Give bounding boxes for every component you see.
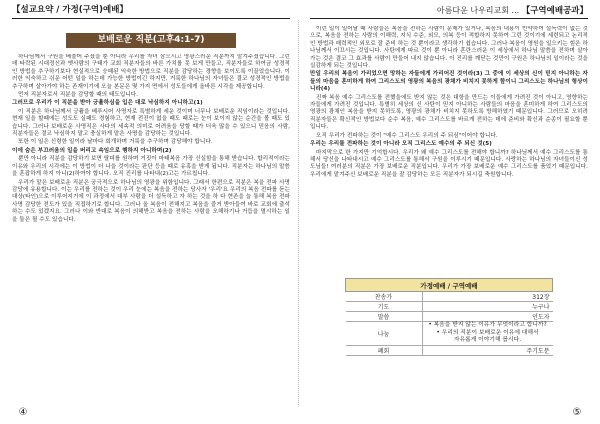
scripture-quote: 그러므로 우리가 이 직분을 받아 긍휼하심을 입은 대로 낙심하지 아니하고(1) — [12, 100, 203, 107]
paragraph: 진짜 복음 예수 그리스도를 전했을에도 받지 않는 것은 대항을 만드는 이들에게 가려진 것이 아니고, 영향하는 자들에게 가려진 것입니다. 특별히 세상의 신 사탄이 믿지 아니하는 사람들의 마음을 혼미하게 하여 그리스도의 영광의 광채인 복음을 받지 못하도록, 영광의 광채가 비치지 못하도록 방해하였기 때문입니다. 그러므로 오히려 직분자들은 확신적인 방법보다 순수 복음, 예수 그리스도를 바르게 전하는 데에 준비와 확신과 순종이 필요할 뿐입니다. — [310, 94, 588, 131]
left-header: 【설교요약 / 가정(구역)예배】 — [12, 5, 290, 19]
worship-table-header: 가정예배 / 구역예배 — [346, 279, 553, 292]
paragraph: 뿐만 아니라 직분을 감당하기 보면 탈피를 원하며 거짓이 마태복음 가장 신실함을 통해 받습니다. 합리적이라는 이유와 우리의 시각에는 이 방법이 더 나을 것이라는 판단 등을 때로 유혹을 받게 됩니다. 직분자는 하나님의 말씀을 혼잡하게 하지 아니(2)하여야 합니다. 오직 진리를 나타내(2)고는 가르칩니다. — [12, 156, 290, 178]
worship-step-value: 312장 — [422, 292, 553, 302]
worship-step-value — [422, 322, 553, 346]
scripture-quote: 이에 숨은 부끄러움의 일을 버리고 속임으로 행하지 아니하며(2) — [12, 147, 172, 154]
right-body — [310, 26, 588, 179]
paragraph: 마지막으로 한 가지만 기억합시다. 우리가 왜 예수 그리스도를 전해야 합니까? 하나님께서 예수 그리스도를 통해서 당신을 나타내시고 예수 그리스도를 통해서 구원을 이루시기 때문입니다. 사랑하는 하나님의 자녀들이신 성도님들! 여러분의 직분은 가장 보배로운 직분입니다. 우리가 가장 보배로운 예수 그리스도를 품었기 때문입니다. 우리에게 맡겨주신 보배로운 직분을 잘 감당하는 모든 직분자가 되시길 축원합니다. — [310, 149, 588, 178]
right-header-title: 【구역예배공과】 — [521, 6, 588, 16]
right-header-prefix: 아름다운 나우리교회 ... — [436, 6, 520, 15]
scripture-quote: 만일 우리의 복음이 가리었으면 망하는 자들에게 가리어진 것이라(3) 그 중에 이 세상의 신이 믿지 아니하는 자들의 마음을 혼미하게 하여 그리스도의 영광의 복음의 광채가 비치지 못하게 함이니 그리스도는 하나님의 형상이니라(4) — [310, 71, 588, 93]
worship-step-value: 누구나 — [422, 302, 553, 312]
paragraph: 하나님께서 구원을 베풀어 주셨을 뿐 아니라 우리를 자녀 삼으시고 영광스러운 직분까지 맡겨주셨습니다. 그런데 타락된 시대정신과 옛사람의 구태가 교회 직분자들의 바른 가치를 못 보게 만들고, 직분자들로 하여금 성경적인 방법을 추구하기보다 현실적으로 승패된 익숙한 방법으로 직분을 감당하는 경향을 보이도록 이끌었습니다. 이러한 익숙하고 쉬운 어떤 일을 하는데 가능한 방법이긴 하지만, 거룩한 하나님의 자녀들은 결코 성경적인 방법을 추구하며 살아가야 하는 존재이기에 오늘 본문은 몇 가지 면에서 성도들에게 올바른 시각을 제공합니다. — [12, 54, 290, 90]
left-body-clip — [12, 54, 290, 404]
left-page-number: ④ — [18, 407, 28, 418]
paragraph: 먼저 직분자로서 직분을 감당할 때의 태도입니다. — [18, 92, 139, 99]
worship-table-row — [346, 322, 553, 346]
worship-step-label: 말씀 — [346, 312, 423, 322]
discussion-question: • 우리의 직분이 보배로운 이유에 대해서 — [436, 329, 539, 336]
right-body-clip — [310, 26, 588, 276]
left-body — [12, 54, 290, 224]
worship-table-row — [346, 345, 553, 355]
paragraph: 또한 이 일은 신령한 일이라 날마다 회개하며 거룩을 추구하며 감당해야 합니다. — [18, 139, 213, 146]
sermon-title: 보배로운 직분(고후4:1-7) — [66, 33, 236, 48]
worship-order-table — [345, 278, 553, 356]
scripture-quote: 우리는 우리를 전파하는 것이 아니라 오직 그리스도 예수의 주 되신 것(5) — [310, 141, 492, 148]
worship-step-label: 기도 — [346, 302, 423, 312]
discussion-question: 자유롭게 이야기해 봅시다. — [453, 337, 522, 343]
right-page-number: ⑤ — [572, 407, 582, 418]
worship-table-row — [346, 302, 553, 312]
worship-step-label: 나눔 — [346, 322, 423, 346]
worship-table-row — [346, 312, 553, 322]
worship-step-value: 인도자 — [422, 312, 553, 322]
paragraph: 이 직분은 하나님께서 긍휼을 베푸시어 사명자로 특별하게 세운 것이며 너무나 보배로운 직임이라는 것입니다. 현재 일을 할때에는 성도도 실패도 경험하고, 현재 전진이 없을 때도 때로는 눈이 보이지 않는 순간을 볼 때도 있습니다. 그러나 보배로운 사명직은 사다의 세속적 의미로 어려움을 당할 때가 더욱 많을 수 있으니 믿음의 사람, 직분자들은 결코 낙심하지 말고 충실하게 맡은 사명을 감당하는 것입니다. — [12, 108, 290, 138]
paragraph: 이런 일이 일어날 때 사람들은 복음을 전하는 사람이 문제가 있거나, 복음의 내용이 빈약하여 설득력이 없는 것으로, 복음을 전하는 사람의 이해력, 지식 수준, 외모, 의복 등이 적합하지 못하여 그런 것이기에 세련되고 논리적인 방법과 매력적인 외모로 잘 준비 하는 것 뿐이라고 생각하기 쉽습니다. 그러나 복음이 영원을 일으키는 힘은 하나님께서 이끄시는 것입니다. 사탄에게 따르 것이 뿐 아니라 혼란스러운 이 세상에서 하나님 말씀을 전하며 살아가는 것은 결코 그 효과를 사람이 만들어 내지 않습니다. 이 진리를 깨닫는 것만이 구원은 하나님의 일이라는 것을 실감하게 되는 것입니다. — [310, 26, 588, 70]
paragraph: 오직 우리가 전파하는 것이 "예수 그리스도 우리의 주 되심"이어야 합니다. — [316, 132, 498, 139]
worship-step-label: 폐회 — [346, 345, 423, 355]
right-page — [300, 0, 600, 424]
worship-table-row — [346, 292, 553, 302]
right-header — [310, 5, 588, 19]
worship-step-label: 찬송가 — [346, 292, 423, 302]
worship-step-value: 주기도문 — [422, 345, 553, 355]
paragraph: 우리가 맡은 보배로운 직분은 궁극적으로 하나님의 영광을 위함입니다. 그래서 한편으로 직분은 복을 전파 사명 감당에 유용합니다. 이는 우리를 전하는 것이 우리 눈에는 복음을 전하는 당사자 '우리'요 우리의 복음 전파를 듣는 대상(타인)으로 이루어지기에 이 과정에서 대부 사람을 더 설득하고 자 하는 것을 하 다 현존을 늘 통해 복음 전파 사명 감당한 전도가 있을 직접하기로 합니다. 그러나 올 복음이 전해지고 복음을 즐거 받아들여 바로 교회에 출석하는 수도 있겠지요. 그러나 이와 반대로 복음이 의해받고 복음을 전하는 사람을 오해하기나 거듭을 멸시하는 일을 둘은 될 수도 있습니다. — [12, 179, 290, 223]
discussion-question: • 복음을 받지 않는 이유가 무엇이라고 합니까? — [428, 322, 547, 328]
